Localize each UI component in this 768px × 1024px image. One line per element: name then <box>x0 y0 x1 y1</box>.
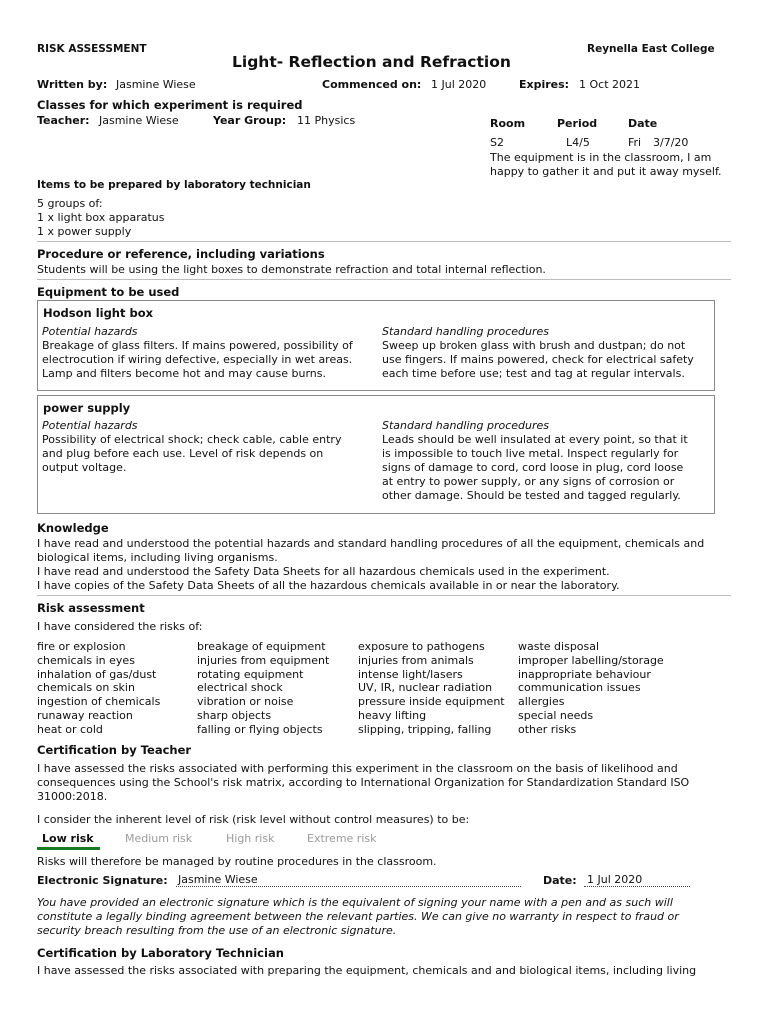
risk-item: special needs <box>518 708 594 722</box>
handling-label: Standard handling procedures <box>382 325 549 338</box>
risk-item: heavy lifting <box>358 708 427 722</box>
day-value: Fri <box>628 136 642 149</box>
risk-level-medium[interactable]: Medium risk <box>125 832 193 845</box>
items-list <box>37 197 164 239</box>
risk-item: heat or cold <box>37 722 103 736</box>
divider <box>37 595 731 596</box>
document-type: RISK ASSESSMENT <box>37 43 147 55</box>
selected-indicator <box>37 847 100 850</box>
equipment-name: Hodson light box <box>43 306 154 320</box>
cert-teacher-heading: Certification by Teacher <box>37 743 192 757</box>
risk-item: injuries from equipment <box>197 653 330 667</box>
risk-item: sharp objects <box>197 708 272 722</box>
signature-date-field[interactable] <box>584 873 690 887</box>
written-by-label: Written by: <box>37 78 108 91</box>
signature-field[interactable] <box>176 873 521 887</box>
cert-tech-heading: Certification by Laboratory Technician <box>37 946 284 960</box>
risk-item: vibration or noise <box>197 695 294 709</box>
risk-level-extreme[interactable]: Extreme risk <box>307 832 377 845</box>
list-item: 1 x power supply <box>37 225 132 238</box>
risk-item: chemicals on skin <box>37 681 135 695</box>
risk-item: inhalation of gas/dust <box>37 667 157 681</box>
expires-label: Expires: <box>519 78 570 91</box>
risk-item: inappropriate behaviour <box>518 667 651 681</box>
risk-item: rotating equipment <box>197 667 304 681</box>
list-item: 5 groups of: <box>37 197 103 210</box>
risk-column-4 <box>518 640 664 737</box>
room-header: Room <box>490 117 526 130</box>
knowledge-text: I have read and understood the potential hazards and standard handling procedures of all the equipment, chemicals and biological items, including living organisms. I have read and understood the Safety Data Sheets for all hazardous chemicals used in the experiment. I have copies of the Safety Data Sheets of all the hazardous chemicals available in or near the laboratory. <box>37 537 705 592</box>
items-heading: Items to be prepared by laboratory technician <box>37 179 311 191</box>
divider <box>37 279 731 280</box>
managed-text: Risks will therefore be managed by routine procedures in the classroom. <box>37 855 437 868</box>
risk-item: ingestion of chemicals <box>37 695 161 709</box>
handling-text: Leads should be well insulated at every point, so that it is impossible to touch live metal. Inspect regularly for signs of damage to cord, cord loose in plug, cord loose at entry to power supply, or any signs of corrosion or other damage. Should be tested and tagged regularly. <box>382 433 688 502</box>
written-by-value: Jasmine Wiese <box>116 78 196 91</box>
risk-column-2 <box>197 640 329 737</box>
risk-item: intense light/lasers <box>358 667 463 681</box>
risk-item: injuries from animals <box>358 653 474 667</box>
equipment-card-light-box <box>37 300 715 391</box>
hazards-text: Possibility of electrical shock; check cable, cable entry and plug before each use. Level of risk depends on output voltage. <box>42 433 342 474</box>
year-group-value: 11 Physics <box>297 114 356 127</box>
handling-label: Standard handling procedures <box>382 419 549 432</box>
risk-item: electrical shock <box>197 681 283 695</box>
equipment-card-power-supply <box>37 395 715 514</box>
signature-label: Electronic Signature: <box>37 874 168 887</box>
hazards-label: Potential hazards <box>42 419 138 432</box>
risk-item: improper labelling/storage <box>518 653 664 667</box>
inherent-risk-text: I consider the inherent level of risk (risk level without control measures) to be: <box>37 813 470 826</box>
divider <box>37 241 731 242</box>
handling-text: Sweep up broken glass with brush and dustpan; do not use fingers. If mains powered, check for electrical safety each time before use; test and tag at regular intervals. <box>382 339 694 380</box>
risk-item: UV, IR, nuclear radiation <box>358 681 493 695</box>
page-title: Light- Reflection and Refraction <box>232 53 511 71</box>
risk-intro: I have considered the risks of: <box>37 620 203 633</box>
period-header: Period <box>557 117 598 130</box>
cert-teacher-text: I have assessed the risks associated with performing this experiment in the classroom on the basis of likelihood and consequences using the School's risk matrix, according to International Organization for Standardization Standard ISO 31000:2018. <box>37 762 690 803</box>
equipment-heading: Equipment to be used <box>37 285 180 299</box>
risk-level-low[interactable]: Low risk <box>42 832 94 845</box>
equipment-name: power supply <box>43 401 131 415</box>
risk-item: breakage of equipment <box>197 640 326 653</box>
risk-item: fire or explosion <box>37 640 126 653</box>
teacher-label: Teacher: <box>37 114 90 127</box>
risk-column-1 <box>37 640 160 737</box>
signature-value: Jasmine Wiese <box>178 873 258 886</box>
room-value: S2 <box>490 136 504 149</box>
risk-item: runaway reaction <box>37 708 133 722</box>
risk-level-high[interactable]: High risk <box>226 832 275 845</box>
risk-heading: Risk assessment <box>37 601 145 615</box>
risk-item: chemicals in eyes <box>37 653 135 667</box>
list-item: 1 x light box apparatus <box>37 211 165 224</box>
hazards-label: Potential hazards <box>42 325 138 338</box>
classroom-note: The equipment is in the classroom, I am happy to gather it and put it away myself. <box>490 151 722 178</box>
period-value: L4/5 <box>566 136 590 149</box>
risk-item: other risks <box>518 722 577 736</box>
teacher-value: Jasmine Wiese <box>99 114 179 127</box>
hazards-text: Breakage of glass filters. If mains powered, possibility of electrocution if wiring defective, especially in wet areas. Lamp and filters become hot and may cause burns. <box>42 339 353 380</box>
classes-heading: Classes for which experiment is required <box>37 98 303 112</box>
risk-item: waste disposal <box>518 640 600 653</box>
risk-column-3 <box>358 640 505 737</box>
risk-item: exposure to pathogens <box>358 640 485 653</box>
date-header: Date <box>628 117 658 130</box>
risk-item: falling or flying objects <box>197 722 323 736</box>
date-value: 3/7/20 <box>653 136 689 149</box>
signature-disclaimer: You have provided an electronic signature which is the equivalent of signing your name with a pen and as such will constitute a legally binding agreement between the relevant parties. We can give no warranty in respect to fraud or security breach resulting from the use of an electronic signature. <box>37 896 679 937</box>
risk-item: communication issues <box>518 681 641 695</box>
procedure-heading: Procedure or reference, including variations <box>37 247 325 261</box>
commenced-label: Commenced on: <box>322 78 422 91</box>
cert-tech-text: I have assessed the risks associated with preparing the equipment, chemicals and and biological items, including living <box>37 964 697 977</box>
signature-date-label: Date: <box>543 874 577 887</box>
commenced-value: 1 Jul 2020 <box>431 78 487 91</box>
risk-item: slipping, tripping, falling <box>358 722 492 736</box>
risk-item: allergies <box>518 695 565 709</box>
expires-value: 1 Oct 2021 <box>579 78 641 91</box>
knowledge-heading: Knowledge <box>37 521 109 535</box>
signature-date-value: 1 Jul 2020 <box>587 873 643 886</box>
risk-item: pressure inside equipment <box>358 695 505 709</box>
year-group-label: Year Group: <box>213 114 287 127</box>
college-name: Reynella East College <box>587 43 715 55</box>
procedure-text: Students will be using the light boxes to demonstrate refraction and total internal reflection. <box>37 263 546 276</box>
